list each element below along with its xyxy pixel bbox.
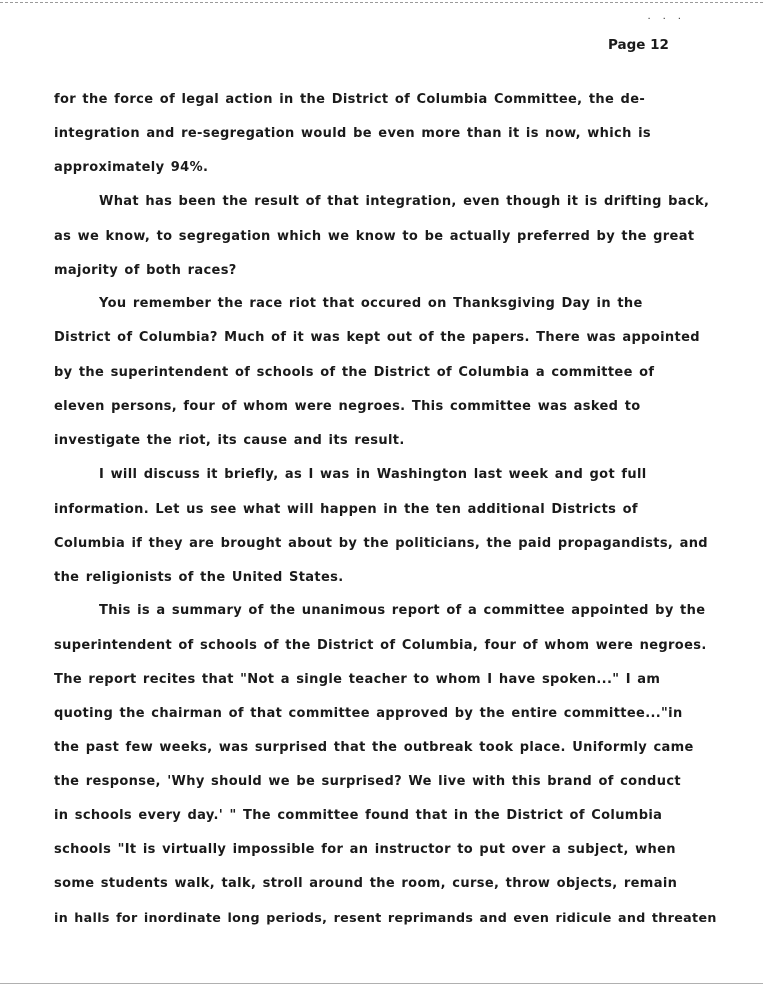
text-line: approximately 94%.	[54, 160, 209, 175]
text-line: superintendent of schools of the District of Columbia, four of whom were negroes.	[54, 638, 707, 653]
text-line: eleven persons, four of whom were negroes. This committee was asked to	[54, 399, 641, 414]
text-line: information. Let us see what will happen in the ten additional Districts of	[54, 502, 638, 517]
text-line: District of Columbia? Much of it was kept out of the papers. There was appointed	[54, 330, 700, 345]
text-line: in halls for inordinate long periods, resent reprimands and even ridicule and threaten	[54, 910, 717, 925]
text-line: in schools every day.' " The committee found that in the District of Columbia	[54, 808, 663, 823]
text-line: for the force of legal action in the District of Columbia Committee, the de-	[54, 92, 646, 107]
page-bottom-edge	[0, 983, 763, 984]
text-line: some students walk, talk, stroll around the room, curse, throw objects, remain	[54, 876, 678, 891]
text-line: quoting the chairman of that committee approved by the entire committee..."in	[54, 706, 683, 721]
text-line: majority of both races?	[54, 263, 237, 278]
text-line: investigate the riot, its cause and its result.	[54, 433, 405, 448]
text-line: schools "It is virtually impossible for an instructor to put over a subject, when	[54, 842, 676, 857]
text-line: The report recites that "Not a single teacher to whom I have spoken..." I am	[54, 672, 661, 687]
text-line: the response, 'Why should we be surprised? We live with this brand of conduct	[54, 774, 681, 789]
text-line: the past few weeks, was surprised that the outbreak took place. Uniformly came	[54, 740, 694, 755]
text-line: I will discuss it briefly, as I was in Washington last week and got full	[99, 467, 647, 482]
page-number: Page 12	[608, 37, 669, 53]
text-line: the religionists of the United States.	[54, 570, 344, 585]
text-line: integration and re-segregation would be even more than it is now, which is	[54, 126, 651, 141]
text-line: Columbia if they are brought about by the politicians, the paid propagandists, and	[54, 536, 708, 551]
text-line: This is a summary of the unanimous report of a committee appointed by the	[99, 603, 706, 618]
page-top-edge	[0, 2, 763, 3]
text-line: as we know, to segregation which we know to be actually preferred by the great	[54, 229, 695, 244]
text-line: What has been the result of that integration, even though it is drifting back,	[99, 194, 710, 209]
corner-dots: ···	[647, 14, 693, 25]
text-line: by the superintendent of schools of the District of Columbia a committee of	[54, 365, 655, 380]
text-line: You remember the race riot that occured on Thanksgiving Day in the	[99, 296, 643, 311]
